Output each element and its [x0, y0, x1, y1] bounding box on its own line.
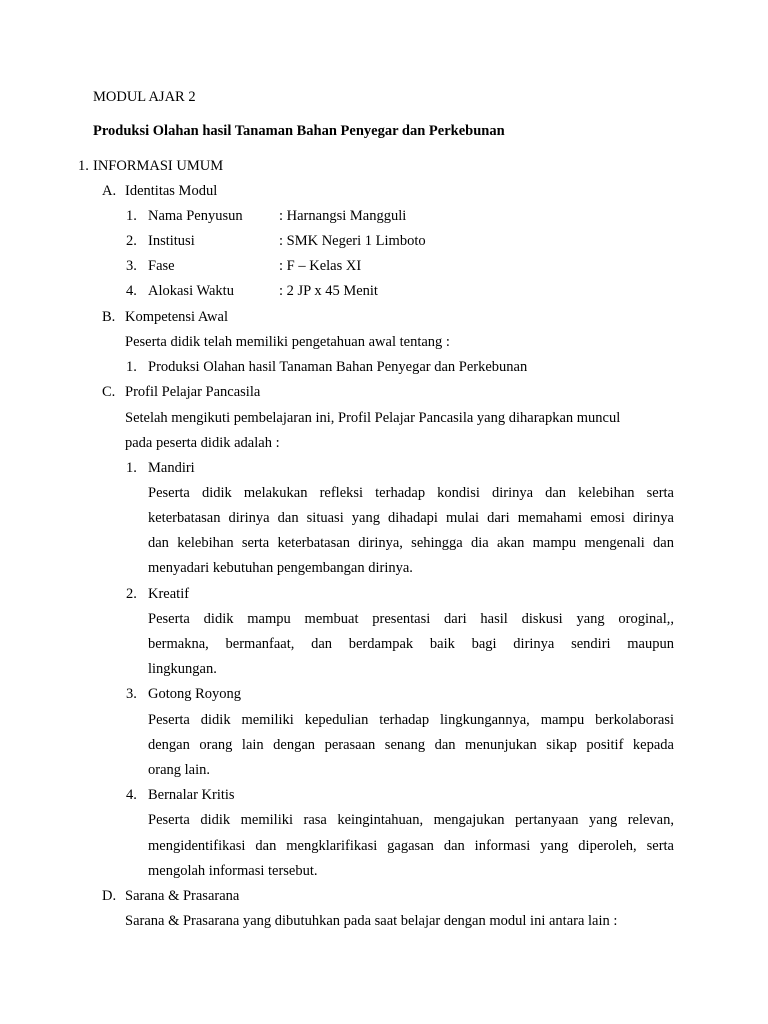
list-number: 3.: [126, 686, 137, 702]
list-item-title: Kreatif: [148, 586, 190, 602]
paragraph-line: orang lain.: [148, 762, 211, 778]
list-number: 1.: [126, 208, 137, 224]
subsection-heading: Profil Pelajar Pancasila: [125, 384, 261, 400]
field-value: : SMK Negeri 1 Limboto: [279, 233, 426, 249]
list-item: Produksi Olahan hasil Tanaman Bahan Penyegar dan Perkebunan: [148, 359, 528, 375]
list-number: 3.: [126, 258, 137, 274]
paragraph-line: pada peserta didik adalah :: [125, 435, 280, 451]
document-title: Produksi Olahan hasil Tanaman Bahan Penyegar dan Perkebunan: [93, 123, 505, 139]
field-value: : 2 JP x 45 Menit: [279, 283, 378, 299]
section-heading: INFORMASI UMUM: [93, 158, 224, 174]
field-label: Fase: [148, 258, 175, 274]
paragraph-line: menyadari kebutuhan pengembangan dirinya.: [148, 560, 413, 576]
paragraph-line: Peserta didik mampu membuat presentasi dari hasil diskusi yang oroginal,,: [148, 611, 674, 627]
list-number: 1.: [126, 460, 137, 476]
field-label: Institusi: [148, 233, 195, 249]
module-label: MODUL AJAR 2: [93, 89, 196, 105]
subsection-heading: Identitas Modul: [125, 183, 218, 199]
subsection-heading: Sarana & Prasarana: [125, 888, 240, 904]
list-item-title: Bernalar Kritis: [148, 787, 235, 803]
paragraph-line: Peserta didik memiliki kepedulian terhadap lingkungannya, mampu berkolaborasi: [148, 712, 674, 728]
paragraph-line: Setelah mengikuti pembelajaran ini, Profil Pelajar Pancasila yang diharapkan muncul: [125, 410, 621, 426]
list-number: 4.: [126, 283, 137, 299]
field-value: : Harnangsi Mangguli: [279, 208, 407, 224]
field-label: Alokasi Waktu: [148, 283, 234, 299]
paragraph-line: mengolah informasi tersebut.: [148, 863, 318, 879]
list-number: 1.: [126, 359, 137, 375]
paragraph-line: keterbatasan dirinya dan situasi yang dihadapi mulai dari memahami emosi dirinya: [148, 510, 674, 526]
subsection-letter: D.: [102, 888, 117, 904]
subsection-letter: B.: [102, 309, 116, 325]
field-value: : F – Kelas XI: [279, 258, 362, 274]
paragraph: Sarana & Prasarana yang dibutuhkan pada saat belajar dengan modul ini antara lain :: [125, 913, 618, 929]
list-number: 4.: [126, 787, 137, 803]
paragraph-line: Peserta didik memiliki rasa keingintahuan, mengajukan pertanyaan yang relevan,: [148, 812, 674, 828]
paragraph: Peserta didik telah memiliki pengetahuan awal tentang :: [125, 334, 450, 350]
field-label: Nama Penyusun: [148, 208, 243, 224]
paragraph-line: bermakna, bermanfaat, dan berdampak baik bagi dirinya sendiri maupun: [148, 636, 674, 652]
list-item-title: Gotong Royong: [148, 686, 242, 702]
paragraph-line: dengan orang lain dengan perasaan senang dan menunjukan sikap positif kepada: [148, 737, 674, 753]
subsection-letter: C.: [102, 384, 116, 400]
paragraph-line: lingkungan.: [148, 661, 217, 677]
section-number: 1.: [78, 158, 89, 174]
subsection-letter: A.: [102, 183, 117, 199]
list-item-title: Mandiri: [148, 460, 195, 476]
paragraph-line: Peserta didik melakukan refleksi terhadap kondisi dirinya dan kelebihan serta: [148, 485, 674, 501]
paragraph-line: dan kelebihan serta keterbatasan dirinya, sehingga dia akan mampu mengenali dan: [148, 535, 674, 551]
paragraph-line: mengidentifikasi dan mengklarifikasi gagasan dan informasi yang diperoleh, serta: [148, 838, 674, 854]
subsection-heading: Kompetensi Awal: [125, 309, 228, 325]
list-number: 2.: [126, 586, 137, 602]
list-number: 2.: [126, 233, 137, 249]
